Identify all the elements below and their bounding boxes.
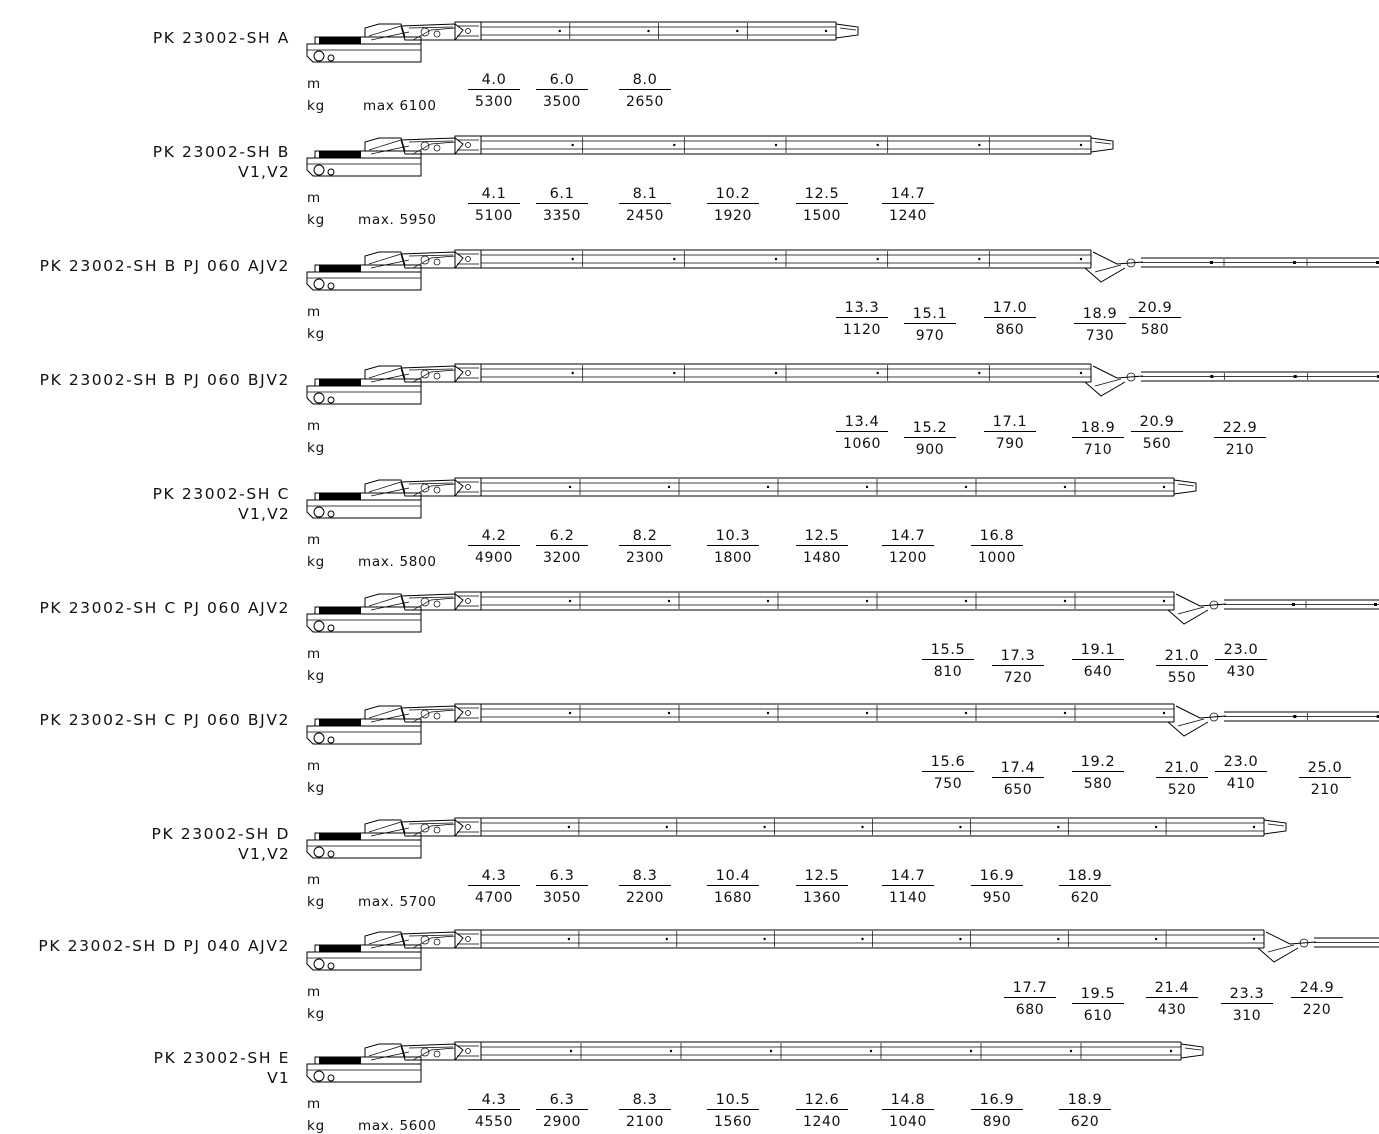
- reach-value: 17.7: [1004, 980, 1056, 998]
- config-name: PK 23002-SH D: [151, 825, 290, 843]
- capacity-value: 620: [1070, 1114, 1100, 1130]
- unit-meters-label: m: [307, 190, 321, 206]
- capacity-value: 430: [1226, 664, 1256, 680]
- config-label: [0, 256, 290, 276]
- config-label: [0, 598, 290, 618]
- reach-value: 17.4: [992, 760, 1044, 778]
- reach-value: 12.5: [796, 186, 848, 204]
- reach-value: 6.3: [536, 1092, 588, 1110]
- config-name: PK 23002-SH D PJ 040 AJV2: [38, 937, 290, 955]
- crane-diagram: [305, 10, 1365, 72]
- capacity-value: 1800: [713, 550, 753, 566]
- crane-diagram: [305, 692, 1365, 754]
- reach-value: 16.9: [971, 1092, 1023, 1110]
- capacity-value: 730: [1085, 328, 1115, 344]
- unit-kilograms-label: kg: [307, 894, 325, 910]
- crane-diagram: [305, 580, 1365, 642]
- capacity-value: 950: [982, 890, 1012, 906]
- capacity-value: 750: [933, 776, 963, 792]
- reach-value: 10.3: [707, 528, 759, 546]
- reach-value: 15.6: [922, 754, 974, 772]
- capacity-value: 5300: [474, 94, 514, 110]
- unit-meters-label: m: [307, 872, 321, 888]
- reach-value: 4.0: [468, 72, 520, 90]
- reach-value: 12.6: [796, 1092, 848, 1110]
- unit-meters-label: m: [307, 646, 321, 662]
- capacity-value: 520: [1167, 782, 1197, 798]
- reach-value: 6.2: [536, 528, 588, 546]
- crane-diagram: [305, 352, 1365, 414]
- capacity-value: 3200: [542, 550, 582, 566]
- capacity-value: 2300: [625, 550, 665, 566]
- max-capacity-value: max. 5800: [358, 554, 437, 570]
- reach-value: 8.0: [619, 72, 671, 90]
- config-name: PK 23002-SH A: [152, 29, 290, 47]
- reach-value: 8.2: [619, 528, 671, 546]
- capacity-value: 1120: [842, 322, 882, 338]
- capacity-value: 410: [1226, 776, 1256, 792]
- reach-value: 15.5: [922, 642, 974, 660]
- capacity-value: 4700: [474, 890, 514, 906]
- reach-value: 15.1: [904, 306, 956, 324]
- capacity-value: 430: [1157, 1002, 1187, 1018]
- capacity-value: 580: [1140, 322, 1170, 338]
- capacity-value: 1560: [713, 1114, 753, 1130]
- unit-kilograms-label: kg: [307, 212, 325, 228]
- reach-value: 21.4: [1146, 980, 1198, 998]
- config-subname: V1,V2: [238, 505, 290, 523]
- reach-value: 4.1: [468, 186, 520, 204]
- unit-kilograms-label: kg: [307, 1118, 325, 1134]
- capacity-value: 550: [1167, 670, 1197, 686]
- max-capacity-value: max. 5700: [358, 894, 437, 910]
- config-name: PK 23002-SH B PJ 060 AJV2: [39, 257, 290, 275]
- capacity-value: 3500: [542, 94, 582, 110]
- config-label: [0, 142, 290, 182]
- capacity-value: 890: [982, 1114, 1012, 1130]
- capacity-value: 4550: [474, 1114, 514, 1130]
- reach-value: 14.7: [882, 528, 934, 546]
- capacity-value: 4900: [474, 550, 514, 566]
- reach-value: 16.9: [971, 868, 1023, 886]
- reach-value: 10.5: [707, 1092, 759, 1110]
- reach-value: 8.1: [619, 186, 671, 204]
- unit-meters-label: m: [307, 1096, 321, 1112]
- config-label: [0, 824, 290, 864]
- reach-value: 4.3: [468, 868, 520, 886]
- reach-value: 19.1: [1072, 642, 1124, 660]
- config-label: [0, 1048, 290, 1088]
- reach-value: 20.9: [1131, 414, 1183, 432]
- crane-diagram: [305, 238, 1365, 300]
- capacity-value: 680: [1015, 1002, 1045, 1018]
- unit-kilograms-label: kg: [307, 440, 325, 456]
- reach-value: 25.0: [1299, 760, 1351, 778]
- config-name: PK 23002-SH B: [152, 143, 290, 161]
- reach-value: 15.2: [904, 420, 956, 438]
- capacity-value: 2650: [625, 94, 665, 110]
- crane-diagram: [305, 1030, 1365, 1092]
- reach-value: 21.0: [1156, 760, 1208, 778]
- max-capacity-value: max 6100: [363, 98, 437, 114]
- capacity-value: 1240: [802, 1114, 842, 1130]
- crane-diagram: [305, 806, 1365, 868]
- reach-value: 4.2: [468, 528, 520, 546]
- reach-value: 6.3: [536, 868, 588, 886]
- reach-value: 6.1: [536, 186, 588, 204]
- capacity-value: 2900: [542, 1114, 582, 1130]
- reach-value: 17.3: [992, 648, 1044, 666]
- reach-value: 17.1: [984, 414, 1036, 432]
- capacity-value: 1200: [888, 550, 928, 566]
- reach-value: 10.4: [707, 868, 759, 886]
- reach-value: 18.9: [1059, 1092, 1111, 1110]
- capacity-value: 2200: [625, 890, 665, 906]
- unit-kilograms-label: kg: [307, 326, 325, 342]
- reach-value: 8.3: [619, 1092, 671, 1110]
- config-subname: V1,V2: [238, 163, 290, 181]
- reach-value: 4.3: [468, 1092, 520, 1110]
- config-name: PK 23002-SH C PJ 060 AJV2: [39, 599, 290, 617]
- config-label: [0, 710, 290, 730]
- reach-value: 21.0: [1156, 648, 1208, 666]
- capacity-value: 1500: [802, 208, 842, 224]
- reach-value: 19.2: [1072, 754, 1124, 772]
- capacity-value: 3050: [542, 890, 582, 906]
- capacity-value: 210: [1310, 782, 1340, 798]
- capacity-value: 210: [1225, 442, 1255, 458]
- unit-kilograms-label: kg: [307, 554, 325, 570]
- unit-kilograms-label: kg: [307, 1006, 325, 1022]
- capacity-value: 1000: [977, 550, 1017, 566]
- reach-value: 12.5: [796, 528, 848, 546]
- unit-kilograms-label: kg: [307, 98, 325, 114]
- capacity-value: 1480: [802, 550, 842, 566]
- capacity-value: 1360: [802, 890, 842, 906]
- capacity-value: 640: [1083, 664, 1113, 680]
- config-name: PK 23002-SH C PJ 060 BJV2: [39, 711, 290, 729]
- capacity-value: 580: [1083, 776, 1113, 792]
- config-subname: V1: [267, 1069, 290, 1087]
- reach-value: 13.3: [836, 300, 888, 318]
- reach-value: 20.9: [1129, 300, 1181, 318]
- reach-value: 23.0: [1215, 754, 1267, 772]
- config-name: PK 23002-SH E: [153, 1049, 290, 1067]
- unit-kilograms-label: kg: [307, 668, 325, 684]
- capacity-value: 1920: [713, 208, 753, 224]
- capacity-value: 710: [1083, 442, 1113, 458]
- config-label: [0, 370, 290, 390]
- config-label: [0, 936, 290, 956]
- reach-value: 10.2: [707, 186, 759, 204]
- max-capacity-value: max. 5600: [358, 1118, 437, 1134]
- reach-value: 12.5: [796, 868, 848, 886]
- capacity-value: 610: [1083, 1008, 1113, 1024]
- reach-value: 14.7: [882, 868, 934, 886]
- reach-value: 16.8: [971, 528, 1023, 546]
- config-label: [0, 484, 290, 524]
- reach-value: 18.9: [1059, 868, 1111, 886]
- reach-value: 22.9: [1214, 420, 1266, 438]
- reach-value: 17.0: [984, 300, 1036, 318]
- max-capacity-value: max. 5950: [358, 212, 437, 228]
- capacity-value: 310: [1232, 1008, 1262, 1024]
- config-subname: V1,V2: [238, 845, 290, 863]
- unit-meters-label: m: [307, 984, 321, 1000]
- capacity-value: 1060: [842, 436, 882, 452]
- reach-value: 14.7: [882, 186, 934, 204]
- capacity-value: 900: [915, 442, 945, 458]
- unit-meters-label: m: [307, 758, 321, 774]
- reach-value: 23.0: [1215, 642, 1267, 660]
- crane-diagram: [305, 918, 1365, 980]
- capacity-value: 1680: [713, 890, 753, 906]
- reach-value: 23.3: [1221, 986, 1273, 1004]
- config-name: PK 23002-SH C: [152, 485, 290, 503]
- capacity-value: 970: [915, 328, 945, 344]
- unit-meters-label: m: [307, 418, 321, 434]
- crane-diagram: [305, 466, 1365, 528]
- capacity-value: 810: [933, 664, 963, 680]
- capacity-value: 2100: [625, 1114, 665, 1130]
- capacity-value: 5100: [474, 208, 514, 224]
- crane-diagram: [305, 124, 1365, 186]
- reach-value: 8.3: [619, 868, 671, 886]
- reach-value: 18.9: [1074, 306, 1126, 324]
- reach-value: 24.9: [1291, 980, 1343, 998]
- capacity-value: 720: [1003, 670, 1033, 686]
- capacity-value: 790: [995, 436, 1025, 452]
- config-name: PK 23002-SH B PJ 060 BJV2: [39, 371, 290, 389]
- reach-value: 6.0: [536, 72, 588, 90]
- capacity-value: 860: [995, 322, 1025, 338]
- capacity-value: 1240: [888, 208, 928, 224]
- capacity-value: 620: [1070, 890, 1100, 906]
- unit-kilograms-label: kg: [307, 780, 325, 796]
- capacity-value: 1140: [888, 890, 928, 906]
- reach-value: 13.4: [836, 414, 888, 432]
- capacity-value: 560: [1142, 436, 1172, 452]
- capacity-value: 2450: [625, 208, 665, 224]
- unit-meters-label: m: [307, 304, 321, 320]
- capacity-value: 1040: [888, 1114, 928, 1130]
- capacity-value: 220: [1302, 1002, 1332, 1018]
- unit-meters-label: m: [307, 532, 321, 548]
- reach-value: 19.5: [1072, 986, 1124, 1004]
- unit-meters-label: m: [307, 76, 321, 92]
- capacity-value: 650: [1003, 782, 1033, 798]
- reach-value: 14.8: [882, 1092, 934, 1110]
- reach-value: 18.9: [1072, 420, 1124, 438]
- config-label: [0, 28, 290, 48]
- capacity-value: 3350: [542, 208, 582, 224]
